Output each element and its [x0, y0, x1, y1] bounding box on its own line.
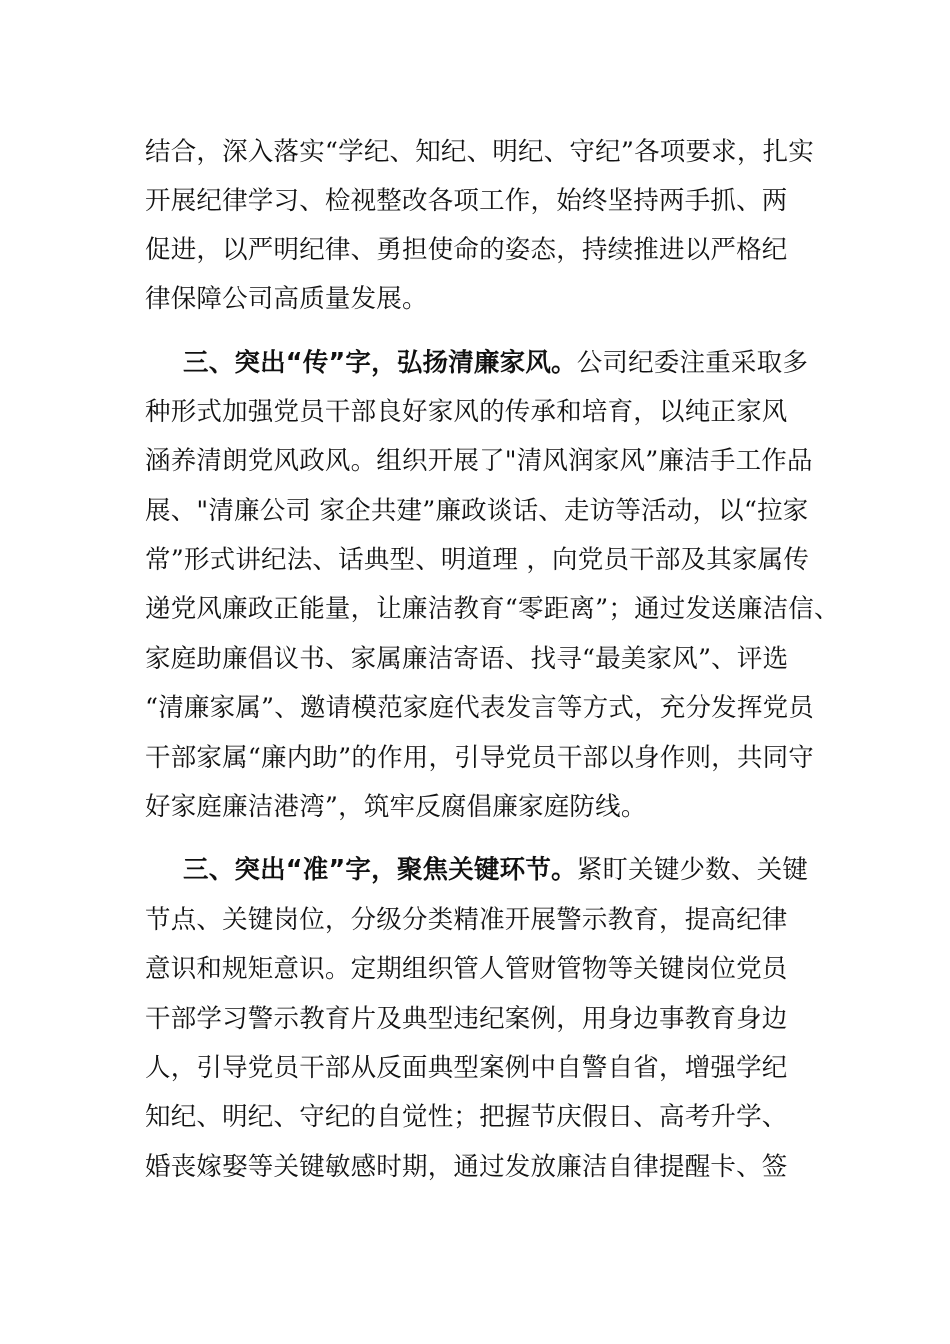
paragraph-line: 展、"清廉公司 家企共建”廉政谈话、走访等活动，以“拉家 [145, 496, 809, 526]
paragraph-line: 节点、关键岗位，分级分类精准开展警示教育，提高纪律 [145, 905, 788, 935]
paragraph-text: 紧盯关键少数、关键 [576, 855, 809, 885]
paragraph-line: 意识和规矩意识。定期组织管人管财管物等关键岗位党员 [145, 954, 788, 984]
paragraph-line: 干部家属“廉内助”的作用，引导党员干部以身作则，共同守 [145, 743, 814, 773]
section-heading: 三、突出“准”字，聚焦关键环节。 [183, 855, 577, 885]
paragraph-line: 律保障公司高质量发展。 [145, 284, 428, 314]
paragraph-line: 干部学习警示教育片及典型违纪案例，用身边事教育身边 [145, 1004, 788, 1034]
paragraph-line: 常”形式讲纪法、话典型、明道理 ，向党员干部及其家属传 [145, 545, 810, 575]
section-heading-line [183, 345, 808, 381]
paragraph-line: 种形式加强党员干部良好家风的传承和培育，以纯正家风 [145, 397, 788, 427]
paragraph-line: 递党风廉政正能量，让廉洁教育“零距离”；通过发送廉洁信、 [145, 594, 840, 624]
paragraph-line: 开展纪律学习、检视整改各项工作，始终坚持两手抓、两 [145, 186, 788, 216]
section-heading: 三、突出“传”字，弘扬清廉家风。 [183, 348, 577, 378]
paragraph-line: 人，引导党员干部从反面典型案例中自警自省，增强学纪 [145, 1053, 788, 1083]
paragraph-line: 涵养清朗党风政风。组织开展了"清风润家风”廉洁手工作品 [145, 446, 813, 476]
paragraph-line: “清廉家属”、邀请模范家庭代表发言等方式，充分发挥党员 [145, 693, 814, 723]
section-heading-line [183, 852, 808, 888]
paragraph-line: 结合，深入落实“学纪、知纪、明纪、守纪”各项要求，扎实 [145, 137, 814, 167]
paragraph-line: 家庭助廉倡议书、家属廉洁寄语、找寻“最美家风”、评选 [145, 644, 789, 674]
paragraph-line: 婚丧嫁娶等关键敏感时期，通过发放廉洁自律提醒卡、签 [145, 1152, 788, 1182]
paragraph-line: 促进，以严明纪律、勇担使命的姿态，持续推进以严格纪 [145, 235, 788, 265]
paragraph-line: 好家庭廉洁港湾”，筑牢反腐倡廉家庭防线。 [145, 792, 647, 822]
paragraph-text: 公司纪委注重采取多 [576, 348, 809, 378]
paragraph-line: 知纪、明纪、守纪的自觉性；把握节庆假日、高考升学、 [145, 1102, 788, 1132]
